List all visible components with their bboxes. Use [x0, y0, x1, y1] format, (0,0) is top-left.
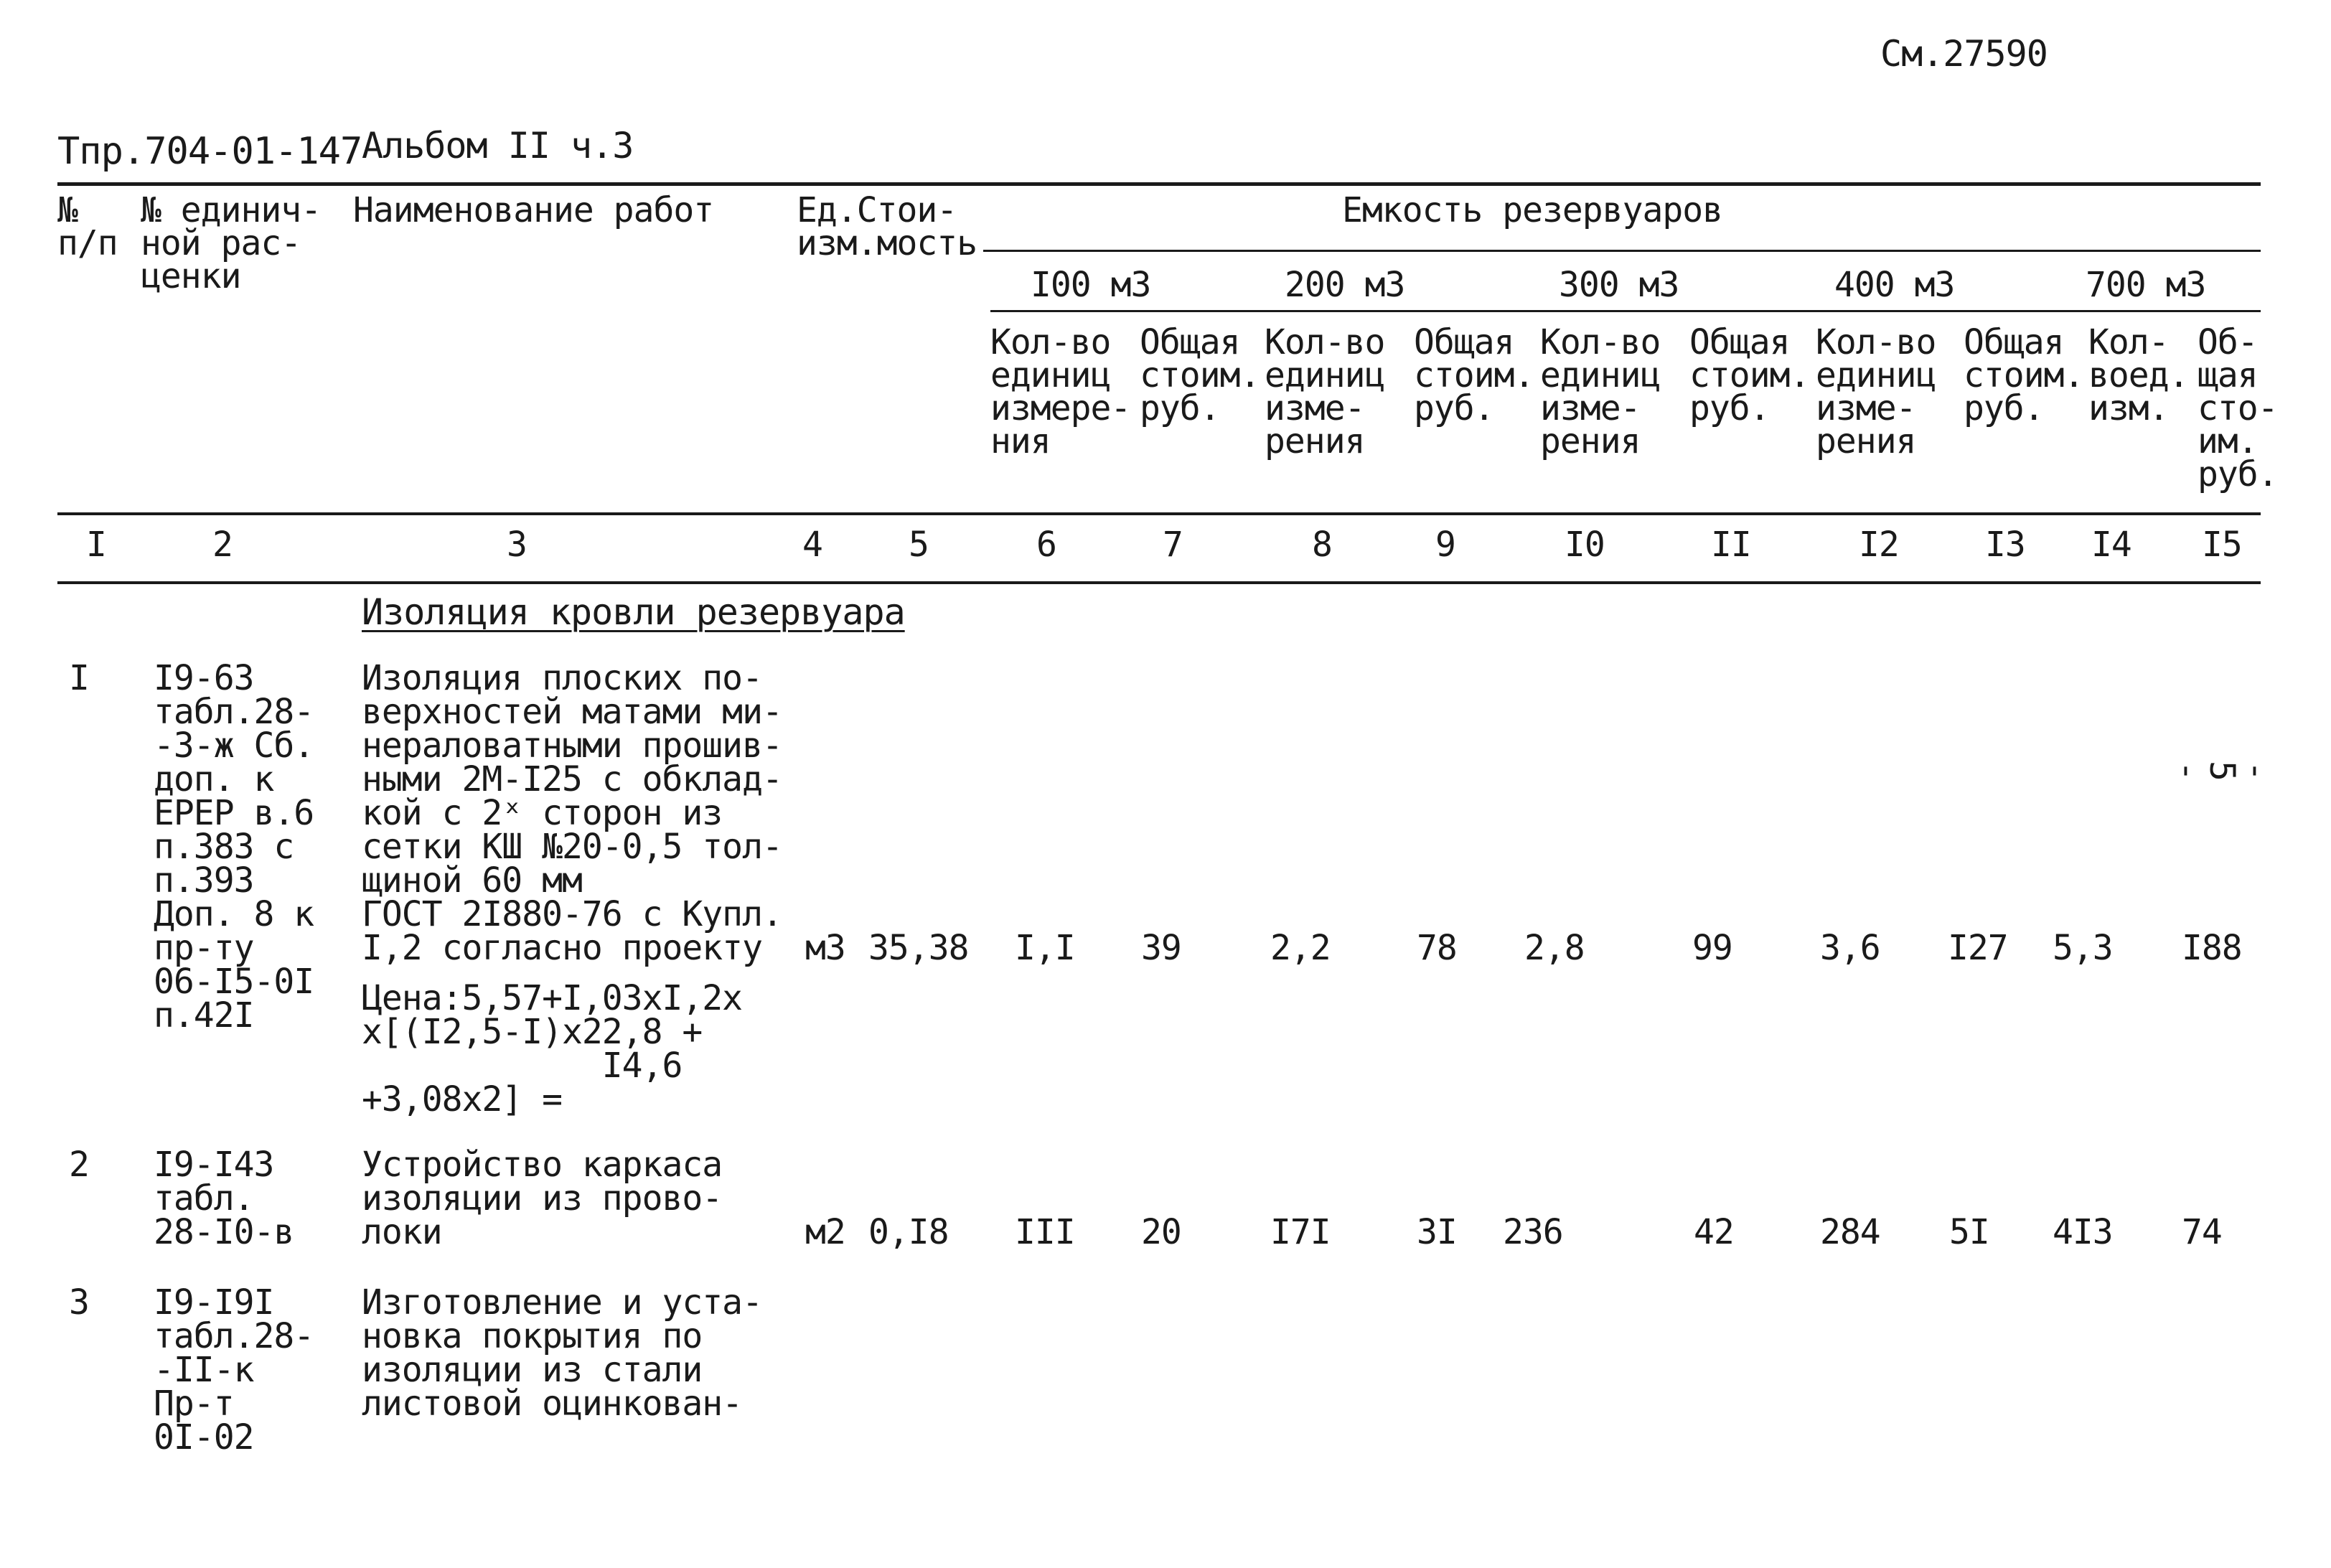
- row1-number: I: [69, 658, 89, 698]
- sub-cost-200: Общая стоим. руб.: [1414, 322, 1534, 428]
- colnum-12: I2: [1859, 525, 1899, 565]
- capacity-100: I00 м3: [1031, 265, 1151, 305]
- row2-cost-100: 20: [1141, 1212, 1181, 1252]
- colnum-14: I4: [2091, 525, 2131, 565]
- capacity-300: 300 м3: [1559, 265, 1679, 305]
- sub-qty-700: Кол- воед. изм.: [2088, 322, 2189, 428]
- row1-qty-400: 3,6: [1820, 928, 1880, 968]
- capacity-sub-rule: [990, 310, 2261, 312]
- colnum-8: 8: [1312, 525, 1332, 565]
- header-unit-cost: Ед.Стои- изм.мость: [797, 190, 977, 263]
- row2-code: I9-I43 табл. 28-I0-в: [154, 1145, 294, 1252]
- colnum-5: 5: [909, 525, 929, 565]
- row1-unit: м3: [805, 928, 845, 968]
- row1-qty-300: 2,8: [1524, 928, 1585, 968]
- sub-qty-400: Кол-во единиц изме- рения: [1816, 322, 1936, 461]
- row3-code: I9-I9I табл.28- -II-к Пр-т 0I-02: [154, 1282, 314, 1457]
- colnum-13: I3: [1985, 525, 2025, 565]
- row2-qty-400: 284: [1820, 1212, 1880, 1252]
- sub-qty-200: Кол-во единиц изме- рения: [1265, 322, 1385, 461]
- colnum-1: I: [86, 525, 106, 565]
- row2-cost: 0,I8: [868, 1212, 949, 1252]
- row1-qty-100: I,I: [1015, 928, 1075, 968]
- header-capacity-title: Емкость резервуаров: [1342, 190, 1723, 230]
- row2-cost-700: 74: [2182, 1212, 2222, 1252]
- document-code: Тпр.704-01-147: [57, 130, 362, 173]
- row2-cost-400: 5I: [1949, 1212, 1989, 1252]
- colnum-2: 2: [212, 525, 233, 565]
- row3-name: Изготовление и уста- новка покрытия по изоляции из стали листовой оцинкован-: [362, 1282, 762, 1424]
- colnum-3: 3: [507, 525, 527, 565]
- row2-qty-200: I7I: [1270, 1212, 1331, 1252]
- colnum-11: II: [1711, 525, 1751, 565]
- numbers-rule: [57, 581, 2261, 584]
- row1-cost: 35,38: [868, 928, 969, 968]
- colnum-9: 9: [1435, 525, 1455, 565]
- colnum-6: 6: [1036, 525, 1056, 565]
- row1-cost-200: 78: [1417, 928, 1457, 968]
- row1-price-formula: Цена:5,57+I,03хI,2х х[(I2,5-I)х22,8 + I4,6 +3,08х2] =: [362, 978, 743, 1119]
- row1-name: Изоляция плоских по- верхностей матами ми- нераловатными прошив- ными 2М-I25 с обклад- кой с 2ˣ сторон из сетки КШ №20-0,5 тол- щиной 60 мм ГОСТ 2I880-76 с Купл. I,2 согласно проекту: [362, 658, 782, 968]
- header-rate-number: № единич- ной рас- ценки: [141, 190, 322, 296]
- capacity-400: 400 м3: [1834, 265, 1955, 305]
- row1-code: I9-63 табл.28- -3-ж Сб. доп. к ЕРЕР в.6 п.383 с п.393 Доп. 8 к пр-ту 06-I5-0I п.42I: [154, 658, 314, 1036]
- row2-number: 2: [69, 1145, 89, 1185]
- sub-qty-100: Кол-во единиц измере- ния: [990, 322, 1131, 461]
- row2-name: Устройство каркаса изоляции из прово- локи: [362, 1145, 723, 1252]
- row1-cost-400: I27: [1948, 928, 2008, 968]
- album-label: Альбом II ч.3: [362, 125, 634, 166]
- capacity-700: 700 м3: [2086, 265, 2206, 305]
- capacity-rule: [983, 250, 2261, 252]
- colnum-4: 4: [802, 525, 822, 565]
- row2-qty-700: 4I3: [2053, 1212, 2113, 1252]
- sub-qty-300: Кол-во единиц изме- рения: [1540, 322, 1661, 461]
- section-title: Изоляция кровли резервуара: [362, 591, 905, 633]
- row1-cost-300: 99: [1692, 928, 1732, 968]
- colnum-7: 7: [1163, 525, 1183, 565]
- row2-qty-100: III: [1015, 1212, 1075, 1252]
- header-work-name: Наименование работ: [353, 190, 714, 230]
- header-top-rule: [57, 182, 2261, 186]
- side-page-number: - 5 -: [2167, 761, 2276, 781]
- sub-cost-300: Общая стоим. руб.: [1689, 322, 1810, 428]
- row1-qty-700: 5,3: [2053, 928, 2113, 968]
- row1-qty-200: 2,2: [1270, 928, 1331, 968]
- row2-unit: м2: [805, 1212, 845, 1252]
- page-reference: См.27590: [1880, 33, 2048, 75]
- header-bottom-rule: [57, 512, 2261, 515]
- colnum-10: I0: [1565, 525, 1605, 565]
- row1-cost-700: I88: [2182, 928, 2242, 968]
- sub-cost-400: Общая стоим. руб.: [1964, 322, 2084, 428]
- sub-cost-700: Об- щая сто- им. руб.: [2198, 322, 2278, 494]
- header-row-number: № п/п: [57, 190, 118, 263]
- row2-cost-200: 3I: [1417, 1212, 1457, 1252]
- row2-qty-300: 236: [1503, 1212, 1563, 1252]
- colnum-15: I5: [2202, 525, 2242, 565]
- row3-number: 3: [69, 1282, 89, 1323]
- capacity-200: 200 м3: [1285, 265, 1405, 305]
- row2-cost-300: 42: [1694, 1212, 1734, 1252]
- row1-cost-100: 39: [1141, 928, 1181, 968]
- sub-cost-100: Общая стоим. руб.: [1140, 322, 1260, 428]
